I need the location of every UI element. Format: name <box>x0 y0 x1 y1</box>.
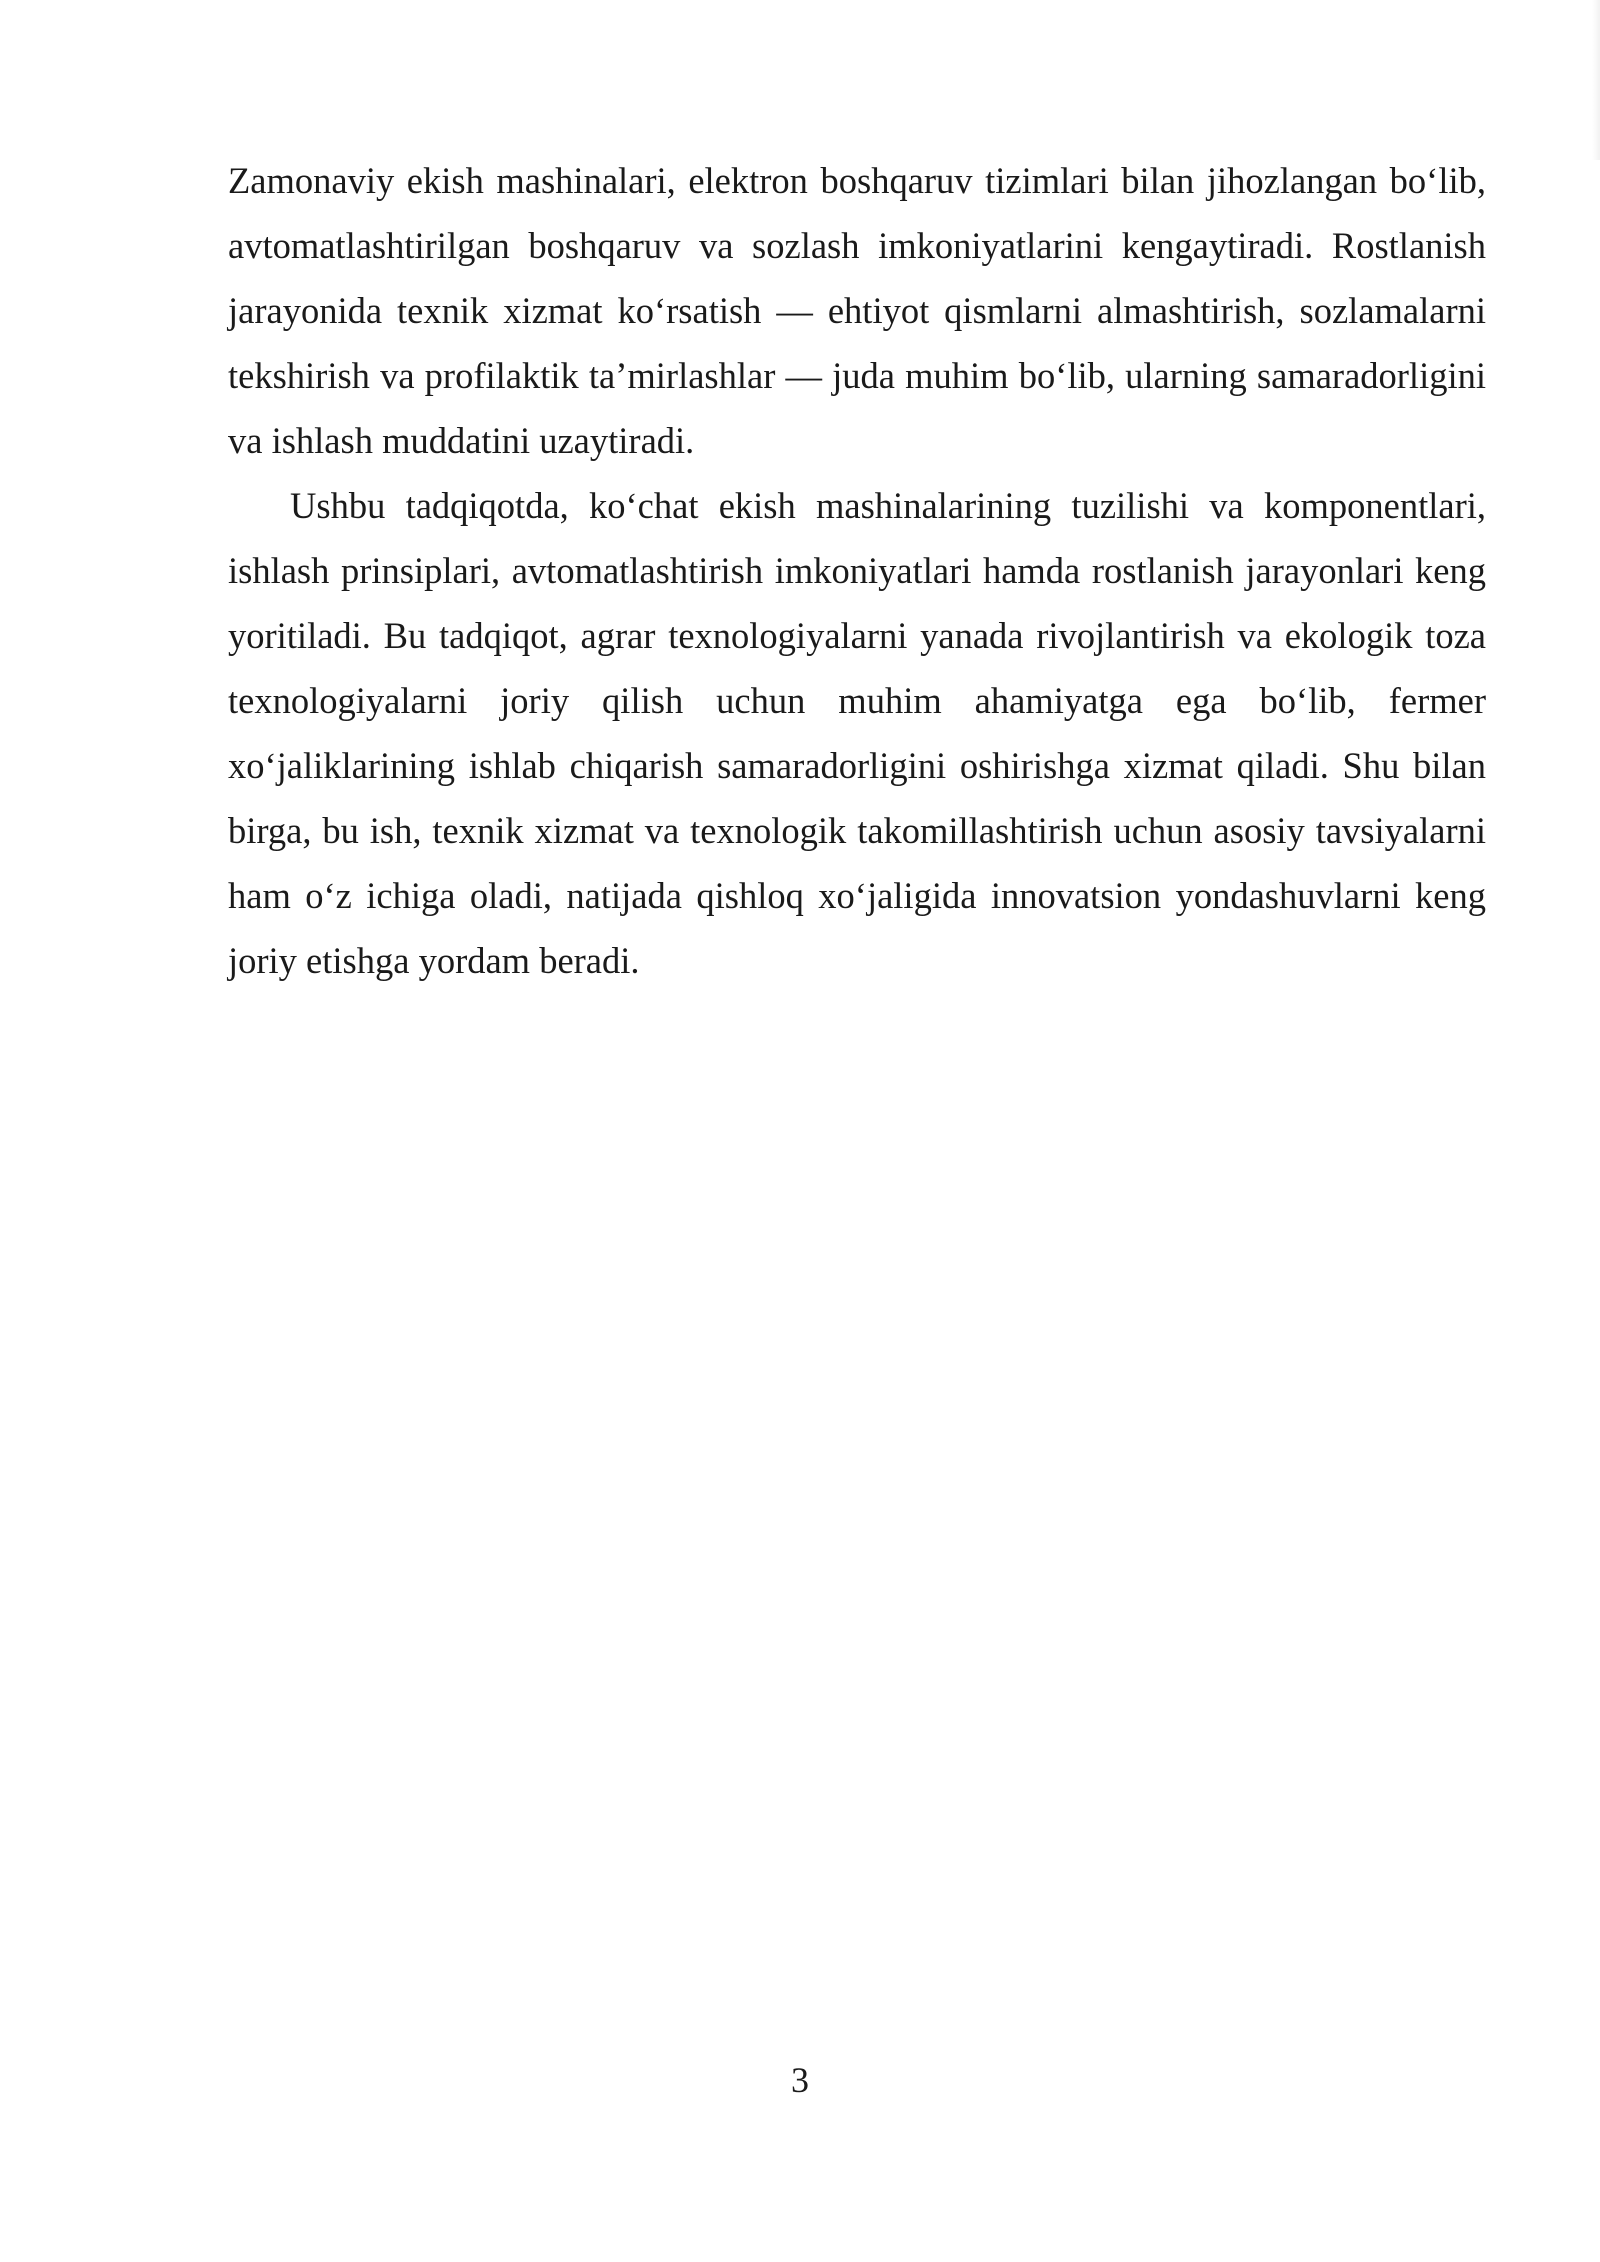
body-text <box>228 148 1486 993</box>
page-edge-shadow <box>1592 0 1600 160</box>
page-number: 3 <box>791 2060 809 2100</box>
paragraph-2: Ushbu tadqiqotda, ko‘chat ekish mashinalarining tuzilishi va komponentlari, ishlash prinsiplari, avtomatlashtirish imkoniyatlari hamda rostlanish jarayonlari keng yoritiladi. Bu tadqiqot, agrar texnologiyalarni yanada rivojlantirish va ekologik toza texnologiyalarni joriy qilish uchun muhim ahamiyatga ega bo‘lib, fermer xo‘jaliklarining ishlab chiqarish samaradorligini oshirishga xizmat qiladi. Shu bilan birga, bu ish, texnik xizmat va texnologik takomillashtirish uchun asosiy tavsiyalarni ham o‘z ichiga oladi, natijada qishloq xo‘jaligida innovatsion yondashuvlarni keng joriy etishga yordam beradi. <box>228 485 1486 981</box>
paragraph-1: Zamonaviy ekish mashinalari, elektron boshqaruv tizimlari bilan jihozlangan bo‘lib, avtomatlashtirilgan boshqaruv va sozlash imkoniyatlarini kengaytiradi. Rostlanish jarayonida texnik xizmat ko‘rsatish — ehtiyot qismlarni almashtirish, sozlamalarni tekshirish va profilaktik ta’mirlashlar — juda muhim bo‘lib, ularning samaradorligini va ishlash muddatini uzaytiradi. <box>228 160 1486 461</box>
